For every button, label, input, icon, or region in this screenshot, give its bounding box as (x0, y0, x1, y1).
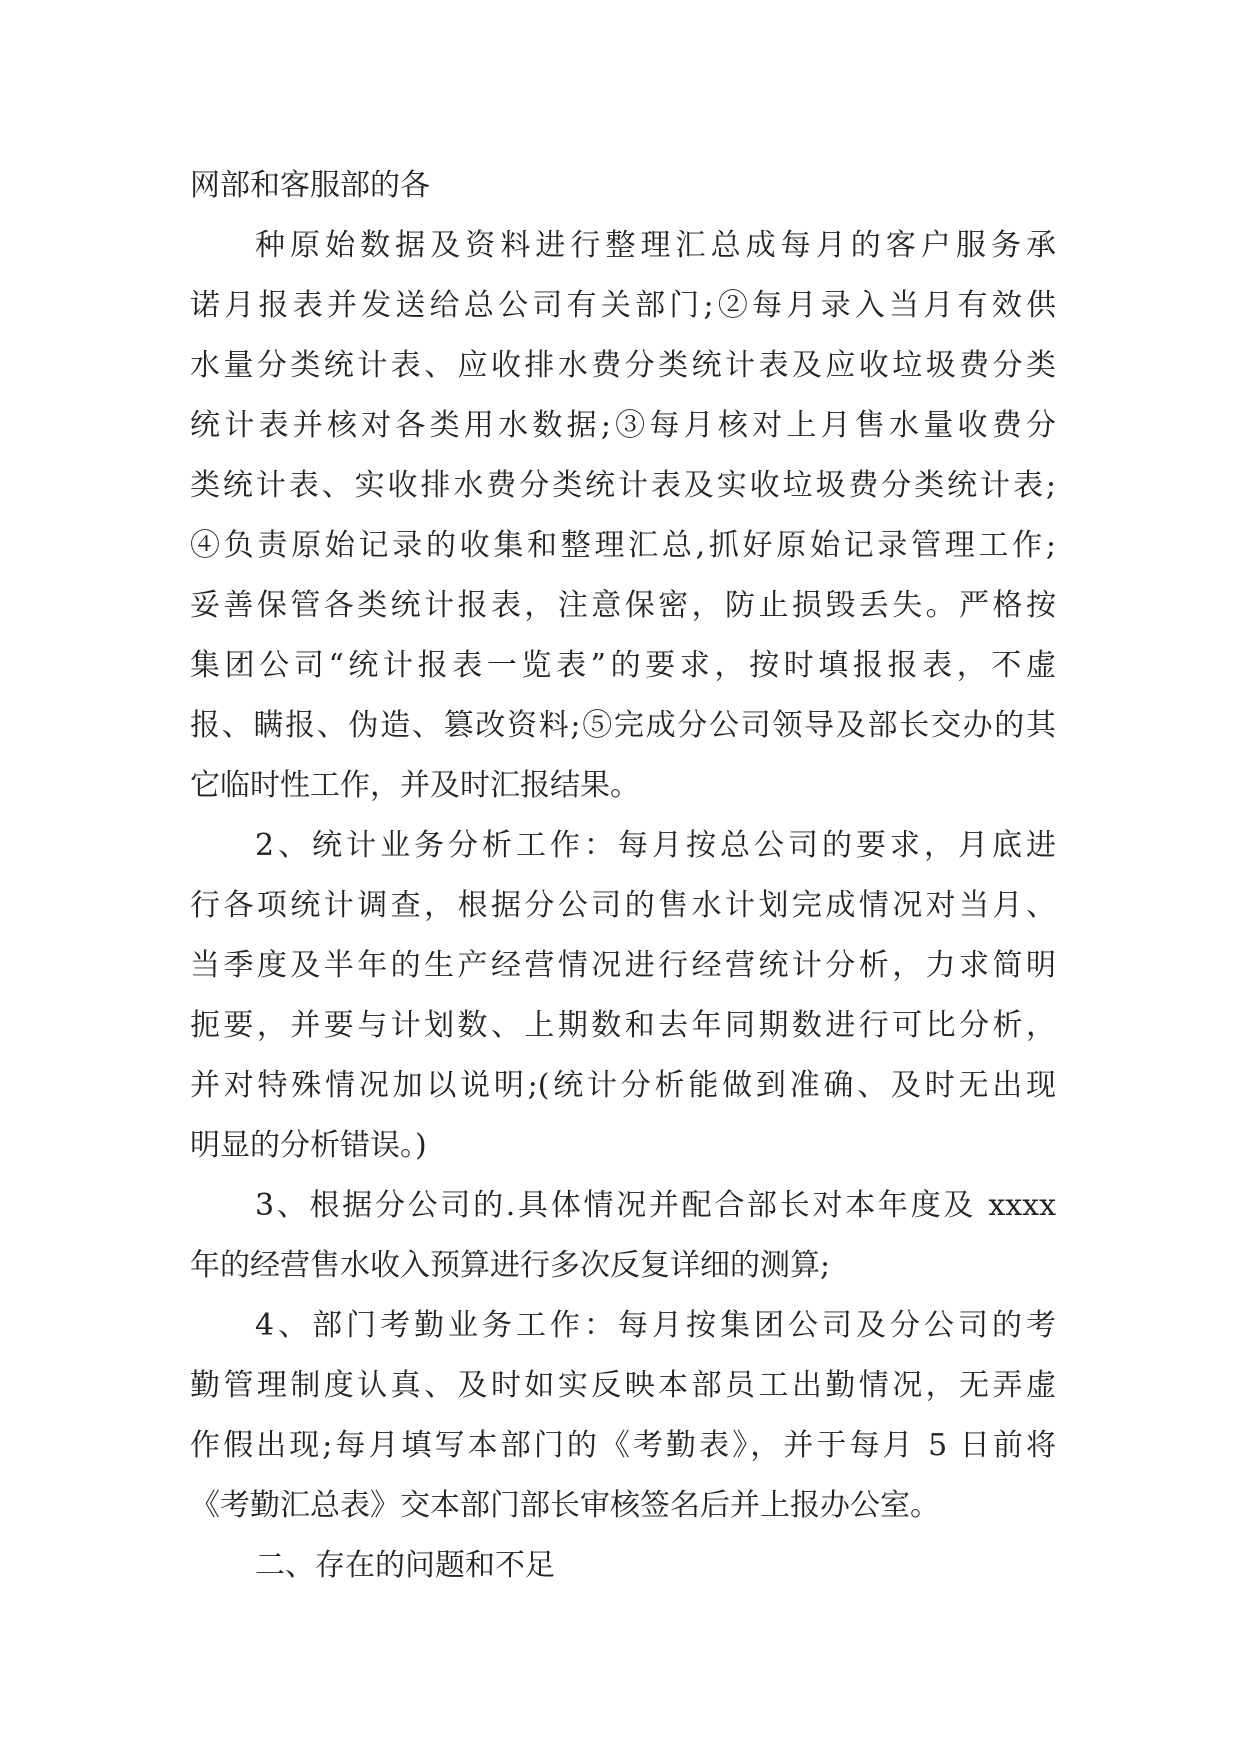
text-line: 报、瞒报、伪造、篡改资料;⑤完成分公司领导及部长交办的其 (190, 708, 1056, 743)
text-line: 当季度及半年的生产经营情况进行经营统计分析，力求简明 (190, 948, 1056, 983)
section-heading: 二、存在的问题和不足 (255, 1548, 555, 1583)
text-line: 明显的分析错误。) (190, 1128, 427, 1163)
text-line: 妥善保管各类统计报表，注意保密，防止损毁丢失。严格按 (190, 588, 1056, 623)
text-line: 水量分类统计表、应收排水费分类统计表及应收垃圾费分类 (190, 348, 1056, 383)
text-line: 集团公司“统计报表一览表”的要求，按时填报报表，不虚 (190, 648, 1056, 683)
text-line: 类统计表、实收排水费分类统计表及实收垃圾费分类统计表; (190, 468, 1056, 503)
text-line: 并对特殊情况加以说明;(统计分析能做到准确、及时无出现 (190, 1068, 1056, 1103)
text-line: 4、部门考勤业务工作：每月按集团公司及分公司的考 (255, 1308, 1056, 1343)
text-line: 统计表并核对各类用水数据;③每月核对上月售水量收费分 (190, 408, 1056, 443)
text-line: 3、根据分公司的.具体情况并配合部长对本年度及 xxxx (255, 1188, 1056, 1223)
text-line: 作假出现;每月填写本部门的《考勤表》，并于每月 5 日前将 (190, 1428, 1056, 1463)
text-line: 2、统计业务分析工作：每月按总公司的要求，月底进 (255, 828, 1056, 863)
text-line: 《考勤汇总表》交本部门部长审核签名后并上报办公室。 (190, 1488, 940, 1523)
text-line: 种原始数据及资料进行整理汇总成每月的客户服务承 (255, 228, 1056, 263)
text-line: 扼要，并要与计划数、上期数和去年同期数进行可比分析， (190, 1008, 1056, 1043)
document-body (190, 156, 1056, 1596)
text-line: ④负责原始记录的收集和整理汇总,抓好原始记录管理工作; (190, 528, 1056, 563)
text-line: 诺月报表并发送给总公司有关部门;②每月录入当月有效供 (190, 288, 1056, 323)
text-line: 勤管理制度认真、及时如实反映本部员工出勤情况，无弄虚 (190, 1368, 1056, 1403)
text-line: 它临时性工作，并及时汇报结果。 (190, 768, 640, 803)
text-line: 年的经营售水收入预算进行多次反复详细的测算; (190, 1248, 831, 1283)
text-line: 行各项统计调查，根据分公司的售水计划完成情况对当月、 (190, 888, 1056, 923)
text-line: 网部和客服部的各 (190, 168, 430, 203)
